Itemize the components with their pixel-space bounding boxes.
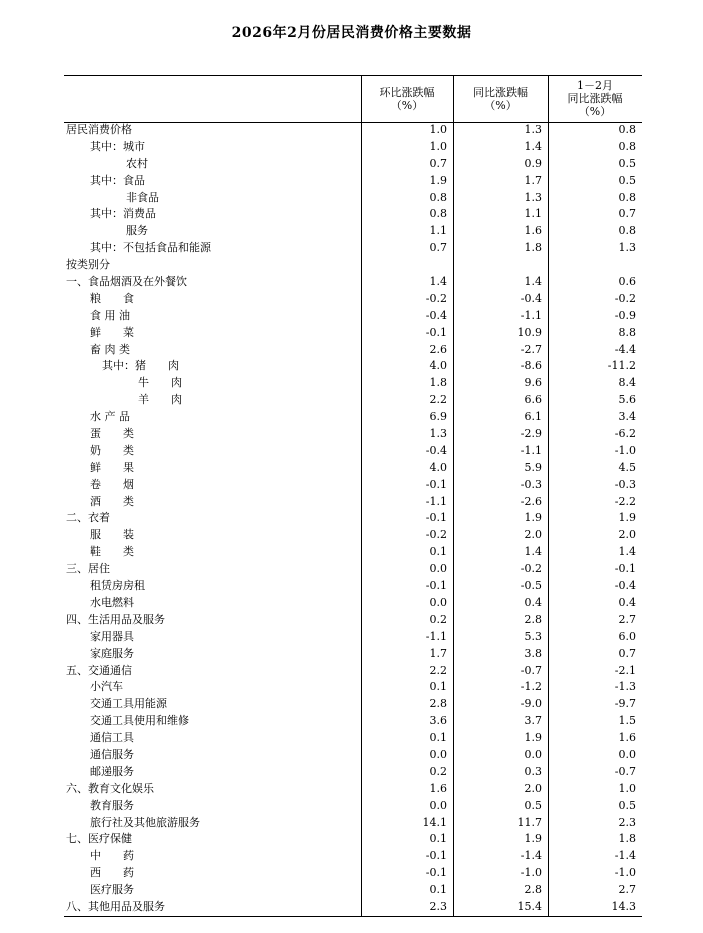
table-row bbox=[64, 679, 642, 696]
mom-value: 0.2 bbox=[429, 612, 447, 626]
ytd-value: 2.0 bbox=[618, 528, 636, 542]
row-label: 中 药 bbox=[90, 849, 134, 863]
mom-value: -0.2 bbox=[425, 528, 447, 542]
ytd-value: -1.0 bbox=[614, 866, 636, 880]
mom-value: 0.2 bbox=[429, 764, 447, 778]
table-row bbox=[64, 443, 642, 460]
ytd-value: 0.8 bbox=[618, 224, 636, 238]
table-row bbox=[64, 544, 642, 561]
yoy-value: 1.6 bbox=[524, 224, 542, 238]
ytd-value: 0.8 bbox=[618, 123, 636, 136]
mom-value: 1.8 bbox=[429, 376, 447, 390]
table-row bbox=[64, 409, 642, 426]
yoy-value: 0.9 bbox=[524, 156, 542, 170]
table-row bbox=[64, 477, 642, 494]
yoy-value: -1.1 bbox=[520, 443, 542, 457]
row-label: 粮 食 bbox=[90, 291, 134, 305]
mom-value: 1.3 bbox=[429, 427, 447, 441]
row-label: 其中：食品 bbox=[90, 173, 145, 187]
row-label: 服务 bbox=[126, 224, 148, 238]
yoy-value: 10.9 bbox=[517, 325, 542, 339]
table-row bbox=[64, 831, 642, 848]
row-label: 四、生活用品及服务 bbox=[66, 612, 165, 626]
yoy-value: -1.0 bbox=[520, 866, 542, 880]
ytd-value: 3.4 bbox=[618, 410, 636, 424]
ytd-value: -1.3 bbox=[614, 680, 636, 694]
mom-value: 0.1 bbox=[429, 731, 447, 745]
ytd-value: 1.8 bbox=[618, 832, 636, 846]
table-row bbox=[64, 375, 642, 392]
mom-value: 2.3 bbox=[429, 899, 447, 913]
table-row bbox=[64, 713, 642, 730]
ytd-value: 1.5 bbox=[618, 714, 636, 728]
page-title: 2026年2月份居民消费价格主要数据 bbox=[231, 25, 472, 41]
table-row bbox=[64, 663, 642, 680]
yoy-value: 2.0 bbox=[524, 781, 542, 795]
table-row bbox=[64, 865, 642, 882]
table-bottom-rule bbox=[64, 916, 642, 917]
ytd-value: -1.0 bbox=[614, 443, 636, 457]
yoy-value: 1.3 bbox=[524, 190, 542, 204]
mom-value: 6.9 bbox=[429, 410, 447, 424]
table-row bbox=[64, 392, 642, 409]
ytd-value: 6.0 bbox=[618, 629, 636, 643]
header-yoy bbox=[453, 75, 548, 122]
header-ytd bbox=[548, 75, 642, 122]
mom-value: -1.1 bbox=[425, 494, 447, 508]
yoy-value: -2.9 bbox=[520, 427, 542, 441]
cpi-table bbox=[64, 75, 642, 933]
ytd-value: 0.5 bbox=[618, 173, 636, 187]
mom-value: 0.1 bbox=[429, 883, 447, 897]
row-label: 二、衣着 bbox=[66, 511, 110, 525]
ytd-value: 5.6 bbox=[618, 393, 636, 407]
table-row bbox=[64, 274, 642, 291]
row-label: 交通工具使用和维修 bbox=[90, 714, 189, 728]
mom-value: 0.0 bbox=[429, 747, 447, 761]
mom-value: 0.0 bbox=[429, 798, 447, 812]
row-label: 农村 bbox=[126, 156, 148, 170]
yoy-value: -1.1 bbox=[520, 308, 542, 322]
mom-value: 1.9 bbox=[429, 173, 447, 187]
mom-value: 0.1 bbox=[429, 545, 447, 559]
mom-value: 0.8 bbox=[429, 190, 447, 204]
row-label: 酒 类 bbox=[90, 494, 134, 508]
table-row bbox=[64, 139, 642, 156]
table-row bbox=[64, 223, 642, 240]
row-label: 一、食品烟酒及在外餐饮 bbox=[66, 275, 187, 289]
yoy-value: 0.5 bbox=[524, 798, 542, 812]
mom-value: -0.1 bbox=[425, 511, 447, 525]
table-body bbox=[64, 122, 642, 916]
ytd-value: 1.4 bbox=[618, 545, 636, 559]
row-label: 非食品 bbox=[126, 190, 159, 204]
ytd-value: 0.4 bbox=[618, 595, 636, 609]
yoy-value: 0.3 bbox=[524, 764, 542, 778]
ytd-value: -1.4 bbox=[614, 849, 636, 863]
header-ytd-line3: （%） bbox=[578, 105, 612, 118]
mom-value: 1.7 bbox=[429, 646, 447, 660]
mom-value: 4.0 bbox=[429, 460, 447, 474]
yoy-value: 1.7 bbox=[524, 173, 542, 187]
header-yoy-line2: （%） bbox=[484, 98, 517, 112]
table-row bbox=[64, 122, 642, 139]
mom-value: 0.1 bbox=[429, 832, 447, 846]
ytd-value: -0.2 bbox=[614, 291, 636, 305]
ytd-value: -0.7 bbox=[614, 764, 636, 778]
row-label: 按类别分 bbox=[66, 258, 110, 272]
table-row bbox=[64, 747, 642, 764]
mom-value: -0.1 bbox=[425, 849, 447, 863]
mom-value: -0.4 bbox=[425, 308, 447, 322]
table-row bbox=[64, 527, 642, 544]
yoy-value: -0.7 bbox=[520, 663, 542, 677]
ytd-value: -0.9 bbox=[614, 308, 636, 322]
table-row bbox=[64, 291, 642, 308]
row-label: 卷 烟 bbox=[90, 477, 134, 491]
table-row bbox=[64, 308, 642, 325]
row-label: 鲜 果 bbox=[90, 460, 134, 474]
yoy-value: 1.4 bbox=[524, 545, 542, 559]
yoy-value: 5.9 bbox=[524, 460, 542, 474]
table-row bbox=[64, 426, 642, 443]
ytd-value: 0.8 bbox=[618, 139, 636, 153]
row-label: 通信服务 bbox=[90, 747, 134, 761]
table-row bbox=[64, 646, 642, 663]
yoy-value: 3.7 bbox=[524, 714, 542, 728]
table-row bbox=[64, 561, 642, 578]
row-label: 其中：消费品 bbox=[90, 207, 156, 221]
header-mom-line1: 环比涨跌幅 bbox=[379, 85, 435, 99]
yoy-value: 1.8 bbox=[524, 241, 542, 255]
table-row bbox=[64, 156, 642, 173]
mom-value: 0.0 bbox=[429, 595, 447, 609]
row-label: 其中：城市 bbox=[90, 139, 145, 153]
table-row bbox=[64, 612, 642, 629]
table-row bbox=[64, 848, 642, 865]
row-label: 七、医疗保健 bbox=[66, 832, 132, 846]
mom-value: 0.7 bbox=[429, 156, 447, 170]
row-label: 八、其他用品及服务 bbox=[66, 899, 165, 913]
header-mom bbox=[361, 75, 453, 122]
row-label: 羊 肉 bbox=[138, 393, 182, 407]
yoy-value: 1.9 bbox=[524, 511, 542, 525]
mom-value: -0.2 bbox=[425, 291, 447, 305]
row-label: 通信工具 bbox=[90, 731, 134, 745]
row-label: 六、教育文化娱乐 bbox=[66, 781, 154, 795]
mom-value: -1.1 bbox=[425, 629, 447, 643]
table-row bbox=[64, 629, 642, 646]
ytd-value: 14.3 bbox=[611, 899, 636, 913]
row-label: 交通工具用能源 bbox=[90, 697, 167, 711]
mom-value: 2.2 bbox=[429, 663, 447, 677]
row-label: 牛 肉 bbox=[138, 376, 182, 390]
table-row bbox=[64, 510, 642, 527]
ytd-value: 2.7 bbox=[618, 883, 636, 897]
ytd-value: 0.7 bbox=[618, 646, 636, 660]
row-label: 居民消费价格 bbox=[66, 123, 132, 136]
table-row bbox=[64, 190, 642, 207]
ytd-value: 0.8 bbox=[618, 190, 636, 204]
ytd-value: 4.5 bbox=[618, 460, 636, 474]
yoy-value: -0.2 bbox=[520, 562, 542, 576]
table-row bbox=[64, 730, 642, 747]
mom-value: 1.6 bbox=[429, 781, 447, 795]
row-label: 畜 肉 类 bbox=[90, 342, 130, 356]
yoy-value: 0.4 bbox=[524, 595, 542, 609]
row-label: 租赁房房租 bbox=[90, 579, 145, 593]
yoy-value: 5.3 bbox=[524, 629, 542, 643]
mom-value: -0.4 bbox=[425, 443, 447, 457]
row-label: 五、交通通信 bbox=[66, 663, 132, 677]
ytd-value: -4.4 bbox=[614, 342, 636, 356]
ytd-value: -0.3 bbox=[614, 477, 636, 491]
yoy-value: 2.8 bbox=[524, 883, 542, 897]
table-row bbox=[64, 815, 642, 832]
row-label: 家庭服务 bbox=[90, 646, 134, 660]
ytd-value: -0.1 bbox=[614, 562, 636, 576]
yoy-value: -0.5 bbox=[520, 579, 542, 593]
mom-value: 0.8 bbox=[429, 207, 447, 221]
yoy-value: 15.4 bbox=[517, 899, 542, 913]
mom-value: 1.0 bbox=[429, 123, 447, 136]
row-label: 其中：猪 肉 bbox=[102, 359, 179, 373]
table-row bbox=[64, 781, 642, 798]
mom-value: 4.0 bbox=[429, 359, 447, 373]
row-label: 家用器具 bbox=[90, 629, 134, 643]
yoy-value: -1.4 bbox=[520, 849, 542, 863]
table-row bbox=[64, 257, 642, 274]
yoy-value: 2.0 bbox=[524, 528, 542, 542]
row-label: 奶 类 bbox=[90, 443, 134, 457]
yoy-value: 2.8 bbox=[524, 612, 542, 626]
ytd-value: -9.7 bbox=[614, 697, 636, 711]
yoy-value: -8.6 bbox=[520, 359, 542, 373]
table-row bbox=[64, 882, 642, 899]
yoy-value: 11.7 bbox=[517, 815, 542, 829]
ytd-value: -2.1 bbox=[614, 663, 636, 677]
table-row bbox=[64, 696, 642, 713]
ytd-value: 0.5 bbox=[618, 156, 636, 170]
ytd-value: 1.0 bbox=[618, 781, 636, 795]
header-ytd-line1: 1－2月 bbox=[577, 79, 613, 92]
mom-value: 1.0 bbox=[429, 139, 447, 153]
header-ytd-line2: 同比涨跌幅 bbox=[567, 92, 623, 105]
table-row bbox=[64, 325, 642, 342]
mom-value: 0.1 bbox=[429, 680, 447, 694]
yoy-value: 1.9 bbox=[524, 832, 542, 846]
table-row bbox=[64, 358, 642, 375]
table-row bbox=[64, 899, 642, 916]
row-label: 食 用 油 bbox=[90, 308, 130, 322]
ytd-value: 8.8 bbox=[618, 325, 636, 339]
row-label: 水 产 品 bbox=[90, 410, 130, 424]
yoy-value: -0.4 bbox=[520, 291, 542, 305]
yoy-value: -2.6 bbox=[520, 494, 542, 508]
ytd-value: 1.9 bbox=[618, 511, 636, 525]
mom-value: 2.2 bbox=[429, 393, 447, 407]
yoy-value: -0.3 bbox=[520, 477, 542, 491]
ytd-value: -11.2 bbox=[607, 359, 636, 373]
row-label: 邮递服务 bbox=[90, 764, 134, 778]
ytd-value: 2.7 bbox=[618, 612, 636, 626]
mom-value: -0.1 bbox=[425, 325, 447, 339]
ytd-value: 0.6 bbox=[618, 275, 636, 289]
table-row bbox=[64, 494, 642, 511]
mom-value: -0.1 bbox=[425, 579, 447, 593]
row-label: 小汽车 bbox=[90, 680, 123, 694]
row-label: 水电燃料 bbox=[90, 595, 134, 609]
ytd-value: 2.3 bbox=[618, 815, 636, 829]
table-row bbox=[64, 578, 642, 595]
ytd-value: 1.3 bbox=[618, 241, 636, 255]
yoy-value: 1.4 bbox=[524, 139, 542, 153]
yoy-value: -2.7 bbox=[520, 342, 542, 356]
mom-value: -0.1 bbox=[425, 866, 447, 880]
yoy-value: 1.9 bbox=[524, 731, 542, 745]
mom-value: 1.4 bbox=[429, 275, 447, 289]
mom-value: -0.1 bbox=[425, 477, 447, 491]
ytd-value: -2.2 bbox=[614, 494, 636, 508]
table-row bbox=[64, 764, 642, 781]
row-label: 鲜 菜 bbox=[90, 325, 134, 339]
yoy-value: 0.0 bbox=[524, 747, 542, 761]
mom-value: 2.6 bbox=[429, 342, 447, 356]
table-row bbox=[64, 342, 642, 359]
yoy-value: 6.6 bbox=[524, 393, 542, 407]
ytd-value: -6.2 bbox=[614, 427, 636, 441]
row-label: 旅行社及其他旅游服务 bbox=[90, 815, 200, 829]
mom-value: 14.1 bbox=[422, 815, 447, 829]
mom-value: 1.1 bbox=[429, 224, 447, 238]
yoy-value: 9.6 bbox=[524, 376, 542, 390]
ytd-value: -0.4 bbox=[614, 579, 636, 593]
mom-value: 2.8 bbox=[429, 697, 447, 711]
table-row bbox=[64, 206, 642, 223]
row-label: 服 装 bbox=[90, 528, 134, 542]
row-label: 其中：不包括食品和能源 bbox=[90, 241, 211, 255]
mom-value: 0.7 bbox=[429, 241, 447, 255]
row-label: 医疗服务 bbox=[90, 883, 134, 897]
row-label: 蛋 类 bbox=[90, 427, 134, 441]
mom-value: 0.0 bbox=[429, 562, 447, 576]
row-label: 教育服务 bbox=[90, 798, 134, 812]
table-row bbox=[64, 173, 642, 190]
yoy-value: 1.4 bbox=[524, 275, 542, 289]
header-mom-line2: （%） bbox=[390, 98, 424, 112]
header-yoy-line1: 同比涨跌幅 bbox=[473, 85, 528, 99]
yoy-value: 3.8 bbox=[524, 646, 542, 660]
yoy-value: 1.3 bbox=[524, 123, 542, 136]
ytd-value: 0.5 bbox=[618, 798, 636, 812]
yoy-value: 6.1 bbox=[524, 410, 542, 424]
table-row bbox=[64, 240, 642, 257]
ytd-value: 8.4 bbox=[618, 376, 636, 390]
table-row bbox=[64, 460, 642, 477]
mom-value: 3.6 bbox=[429, 714, 447, 728]
yoy-value: -9.0 bbox=[520, 697, 542, 711]
yoy-value: -1.2 bbox=[520, 680, 542, 694]
yoy-value: 1.1 bbox=[524, 207, 542, 221]
ytd-value: 1.6 bbox=[618, 731, 636, 745]
row-label: 西 药 bbox=[90, 866, 134, 880]
ytd-value: 0.7 bbox=[618, 207, 636, 221]
row-label: 鞋 类 bbox=[90, 545, 134, 559]
table-row bbox=[64, 595, 642, 612]
ytd-value: 0.0 bbox=[618, 747, 636, 761]
row-label: 三、居住 bbox=[66, 562, 110, 576]
table-row bbox=[64, 798, 642, 815]
